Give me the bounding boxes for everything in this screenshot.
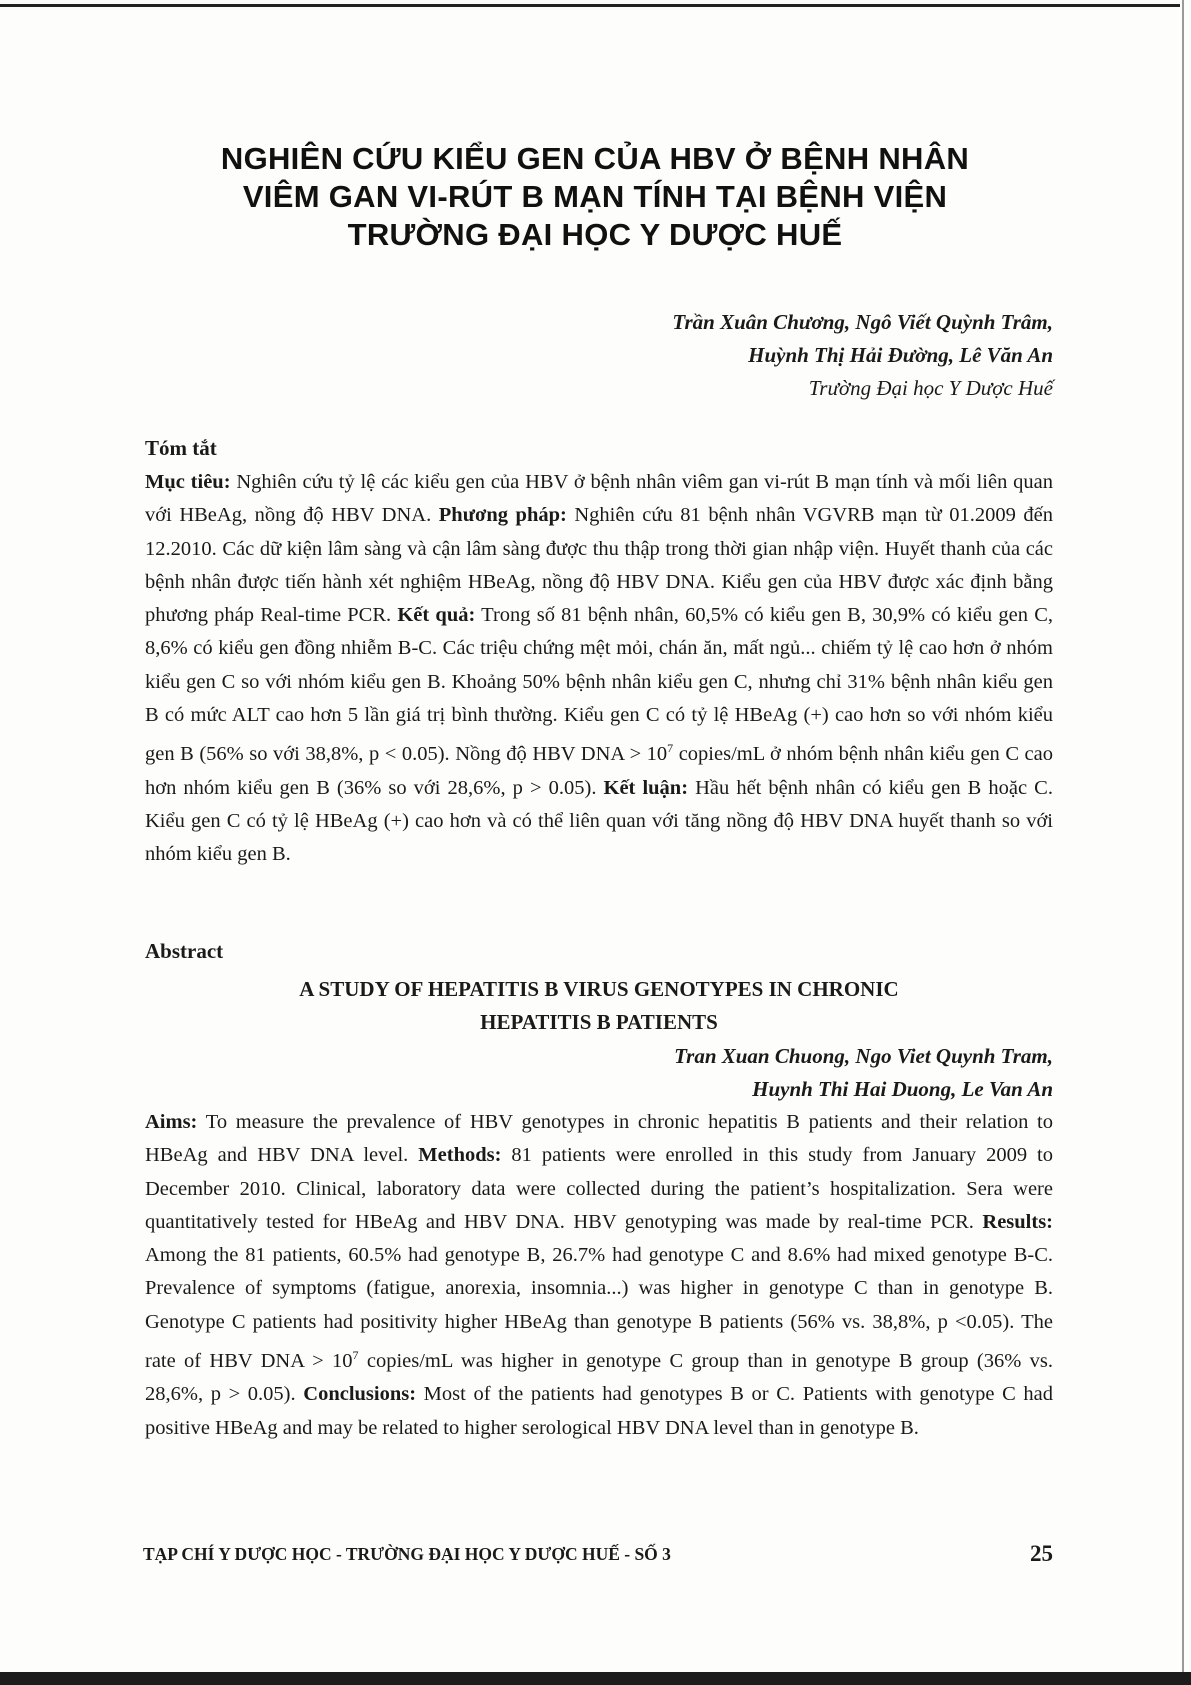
conclusions-text: Most of the patients had genotypes B or C. Patients with genotype C had positive HBeAg and may be related to higher serological HBV DNA level than in genotype B. [145, 1383, 1054, 1439]
journal-footer: TẠP CHÍ Y DƯỢC HỌC - TRƯỜNG ĐẠI HỌC Y DƯỢC HUẾ - SỐ 3 [143, 1544, 671, 1564]
author-line: Huynh Thi Hai Duong, Le Van An [752, 1077, 1053, 1101]
abstract-heading: Abstract [145, 939, 224, 963]
summary-heading: Tóm tắt [145, 436, 217, 460]
methods-label: Phương pháp: [438, 504, 567, 527]
exponent: 7 [352, 1348, 359, 1363]
bottom-scan-band [0, 1672, 1191, 1685]
scan-edge [1182, 0, 1184, 1685]
conclusion-label: Kết luận: [603, 776, 689, 799]
aims-text: To measure the prevalence of HBV genotypes in chronic hepatitis B patients and their relation to HBeAg and HBV DNA level. [145, 1111, 1053, 1167]
results-label: Results: [982, 1210, 1053, 1233]
author-line: Trần Xuân Chương, Ngô Viết Quỳnh Trâm, [672, 310, 1053, 334]
methods-label: Methods: [418, 1144, 502, 1167]
title-line: VIÊM GAN VI-RÚT B MẠN TÍNH TẠI BỆNH VIỆN [242, 179, 948, 214]
results-text-cont: copies/mL was higher in genotype C group than in genotype B group (36% vs. 28,6%, p > 0.05). [145, 1349, 1053, 1406]
aims-label: Aims: [145, 1111, 198, 1133]
english-title-line: A STUDY OF HEPATITIS B VIRUS GENOTYPES IN CHRONIC [299, 977, 899, 1001]
methods-text: 81 patients were enrolled in this study from January 2009 to December 2010. Clinical, laboratory data were collected during the patient’s hospitalization. Sera were quantitatively tested for HBeAg and HBV DNA. HBV genotyping was made by real-time PCR. [145, 1144, 1054, 1233]
results-text: Among the 81 patients, 60.5% had genotype B, 26.7% had genotype C and 8.6% had mixed genotype B-C. Prevalence of symptoms (fatigue, anorexia, insomnia...) was higher in genotype C than in genotype B. Genotype C patients had positivity higher HBeAg than genotype B patients (56% vs. 38,8%, p <0.05). The rate of HBV DNA > 10 [145, 1244, 1053, 1372]
aims-label: Mục tiêu: [145, 471, 231, 493]
page-number: 25 [1030, 1541, 1053, 1566]
results-label: Kết quả: [397, 604, 476, 627]
results-text-cont: copies/mL ở nhóm bệnh nhân kiểu gen C cao hơn nhóm kiểu gen B (36% so với 28,6%, p > 0.05). [145, 743, 1053, 799]
top-rule [0, 4, 1180, 7]
affiliation: Trường Đại học Y Dược Huế [808, 376, 1053, 400]
methods-text: Nghiên cứu 81 bệnh nhân VGVRB mạn từ 01.2009 đến 12.2010. Các dữ kiện lâm sàng và cận lâm sàng được thu thập trong thời gian nhập viện. Huyết thanh của các bệnh nhân được tiến hành xét nghiệm HBeAg, nồng độ HBV DNA. Kiểu gen của HBV được xác định bằng phương pháp Real-time PCR. [145, 504, 1053, 627]
author-block-vi [560, 306, 1053, 405]
english-title-line: HEPATITIS B PATIENTS [480, 1010, 718, 1034]
title-line: TRƯỜNG ĐẠI HỌC Y DƯỢC HUẾ [347, 217, 843, 252]
conclusion-text: Hầu hết bệnh nhân có kiểu gen B hoặc C. Kiểu gen C có tỷ lệ HBeAg (+) cao hơn và có thể liên quan với tăng nồng độ HBV DNA huyết thanh so với nhóm kiểu gen B. [145, 776, 1053, 866]
author-block-en [560, 1040, 1053, 1106]
author-line: Huỳnh Thị Hải Đường, Lê Văn An [748, 343, 1053, 367]
exponent: 7 [667, 741, 674, 756]
author-line: Tran Xuan Chuong, Ngo Viet Quynh Tram, [674, 1044, 1053, 1068]
conclusions-label: Conclusions: [303, 1383, 417, 1406]
paper-title [130, 140, 1060, 254]
aims-text: Nghiên cứu tỷ lệ các kiểu gen của HBV ở bệnh nhân viêm gan vi-rút B mạn tính và mối liên quan với HBeAg, nồng độ HBV DNA. [145, 471, 1053, 527]
summary-paragraph [145, 466, 1053, 871]
results-text: Trong số 81 bệnh nhân, 60,5% có kiểu gen B, 30,9% có kiểu gen C, 8,6% có kiểu gen đồng nhiễm B-C. Các triệu chứng mệt mỏi, chán ăn, mất ngủ... chiếm tỷ lệ cao hơn ở nhóm kiểu gen C so với nhóm kiểu gen B. Khoảng 50% bệnh nhân kiểu gen C, nhưng chỉ 31% bệnh nhân kiểu gen B có mức ALT cao hơn 5 lần giá trị bình thường. Kiểu gen C có tỷ lệ HBeAg (+) cao hơn so với nhóm kiểu gen B (56% so với 38,8%, p < 0.05). Nồng độ HBV DNA > 10 [145, 604, 1053, 766]
abstract-paragraph [145, 1106, 1053, 1445]
english-title [145, 973, 1053, 1039]
title-line: NGHIÊN CỨU KIỂU GEN CỦA HBV Ở BỆNH NHÂN [220, 141, 970, 176]
